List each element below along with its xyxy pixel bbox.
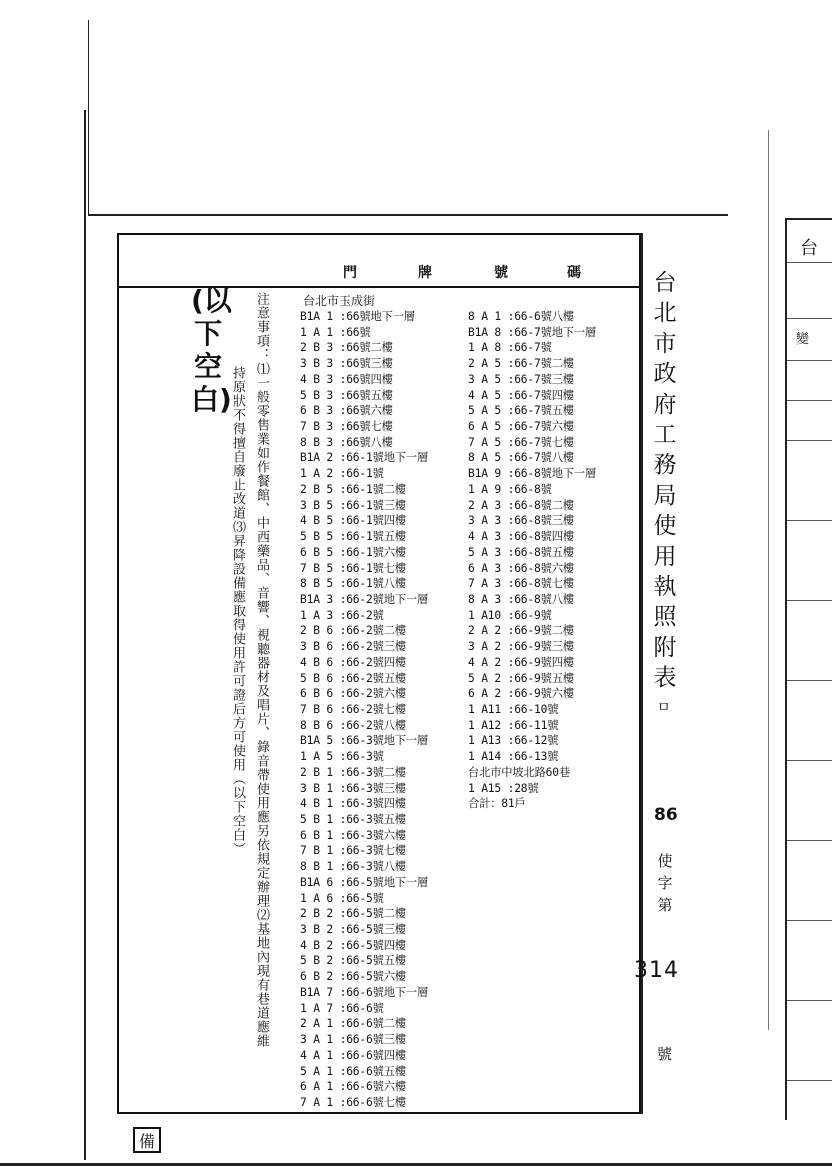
address-row: 1 A 6 :66-5號 bbox=[300, 891, 384, 905]
page-edge-bottom bbox=[0, 1163, 832, 1166]
page-fold-right bbox=[768, 130, 769, 1030]
address-row: 合計：81戶 bbox=[468, 797, 526, 811]
header-char-plate: 牌 bbox=[418, 265, 432, 281]
adjacent-rule bbox=[787, 840, 832, 841]
notes-column-1: 注意事項：⑴一般零售業如作餐館、中西藥品、音響、視聽器材及唱片、錄音帶使用應另依規定辦理⑵基地內現有巷道應維 bbox=[254, 292, 269, 1048]
address-row: 3 B 6 :66-2號三樓 bbox=[300, 640, 406, 654]
page-edge-left-top bbox=[88, 20, 89, 215]
address-row: 1 A 1 :66號 bbox=[300, 325, 371, 339]
address-row: 2 B 1 :66-3號二樓 bbox=[300, 765, 406, 779]
address-row: 5 A 2 :66-9號五樓 bbox=[468, 671, 574, 685]
address-row: 台北市中坡北路60巷 bbox=[468, 765, 570, 779]
address-row: 6 A 5 :66-7號六樓 bbox=[468, 420, 574, 434]
header-char-code: 碼 bbox=[567, 265, 581, 281]
address-row: 3 B 3 :66號三樓 bbox=[300, 357, 393, 371]
address-row: 4 B 6 :66-2號四樓 bbox=[300, 655, 406, 669]
address-row: 6 B 1 :66-3號六樓 bbox=[300, 828, 406, 842]
address-row: B1A 2 :66-1號地下一層 bbox=[300, 451, 429, 465]
address-row: 3 B 5 :66-1號三樓 bbox=[300, 498, 406, 512]
address-row: 4 B 2 :66-5號四樓 bbox=[300, 938, 406, 952]
address-row: 7 A 3 :66-8號七樓 bbox=[468, 577, 574, 591]
address-row: 7 B 1 :66-3號七樓 bbox=[300, 844, 406, 858]
address-row: 8 A 3 :66-8號八樓 bbox=[468, 592, 574, 606]
address-row: 4 A 2 :66-9號四樓 bbox=[468, 655, 574, 669]
adjacent-rule bbox=[787, 318, 832, 319]
address-row: B1A 9 :66-8號地下一層 bbox=[468, 467, 597, 481]
address-row: B1A 3 :66-2號地下一層 bbox=[300, 592, 429, 606]
address-row: 1 A12 :66-11號 bbox=[468, 718, 559, 732]
page-edge-top bbox=[88, 214, 728, 216]
address-row: 4 A 3 :66-8號四樓 bbox=[468, 530, 574, 544]
address-row: 1 A13 :66-12號 bbox=[468, 734, 559, 748]
address-row: 3 A 3 :66-8號三樓 bbox=[468, 514, 574, 528]
header-char-door: 門 bbox=[343, 265, 357, 281]
address-row: 2 B 5 :66-1號二樓 bbox=[300, 482, 406, 496]
address-row: 1 A 9 :66-8號 bbox=[468, 482, 552, 496]
address-row: B1A 7 :66-6號地下一層 bbox=[300, 985, 429, 999]
address-row: 3 A 1 :66-6號三樓 bbox=[300, 1033, 406, 1047]
adjacent-rule bbox=[787, 360, 832, 361]
license-suffix: 號 bbox=[657, 1045, 673, 1063]
address-row: 8 B 6 :66-2號八樓 bbox=[300, 718, 406, 732]
page-edge-left bbox=[84, 110, 86, 1160]
address-row: 3 B 1 :66-3號三樓 bbox=[300, 781, 406, 795]
address-row: 2 B 2 :66-5號二樓 bbox=[300, 907, 406, 921]
address-row: 6 A 2 :66-9號六樓 bbox=[468, 687, 574, 701]
address-row: 1 A14 :66-13號 bbox=[468, 750, 559, 764]
adjacent-rule bbox=[787, 1000, 832, 1001]
address-row: 8 B 1 :66-3號八樓 bbox=[300, 860, 406, 874]
address-row: 5 A 5 :66-7號五樓 bbox=[468, 404, 574, 418]
address-row: 6 B 6 :66-2號六樓 bbox=[300, 687, 406, 701]
adjacent-rule bbox=[787, 262, 832, 263]
address-row: 7 B 6 :66-2號七樓 bbox=[300, 702, 406, 716]
address-row: 3 A 2 :66-9號三樓 bbox=[468, 640, 574, 654]
address-row: 2 A 5 :66-7號二樓 bbox=[468, 357, 574, 371]
address-row: 2 B 6 :66-2號二樓 bbox=[300, 624, 406, 638]
address-row: 8 A 1 :66-6號八樓 bbox=[468, 310, 574, 323]
address-row: 2 B 3 :66號二樓 bbox=[300, 341, 393, 355]
form-title: 台北市政府工務局使用執照附表 bbox=[653, 270, 677, 692]
address-row: 8 B 3 :66號八樓 bbox=[300, 435, 393, 449]
address-row: B1A 5 :66-3號地下一層 bbox=[300, 734, 429, 748]
address-row: 1 A11 :66-10號 bbox=[468, 702, 559, 716]
address-row: 1 A 7 :66-6號 bbox=[300, 1001, 384, 1015]
address-row: 7 A 5 :66-7號七樓 bbox=[468, 435, 574, 449]
address-row: 1 A 5 :66-3號 bbox=[300, 750, 384, 764]
address-row: 6 B 5 :66-1號六樓 bbox=[300, 545, 406, 559]
adjacent-page-char-1: 台 bbox=[800, 238, 818, 259]
address-row: 5 B 2 :66-5號五樓 bbox=[300, 954, 406, 968]
address-row: 7 A 1 :66-6號七樓 bbox=[300, 1095, 406, 1109]
address-row: 4 B 3 :66號四樓 bbox=[300, 372, 393, 386]
adjacent-rule bbox=[787, 600, 832, 601]
address-row: 6 B 2 :66-5號六樓 bbox=[300, 970, 406, 984]
header-char-number: 號 bbox=[494, 265, 508, 281]
address-row: 1 A 8 :66-7號 bbox=[468, 341, 552, 355]
address-row: 6 A 1 :66-6號六樓 bbox=[300, 1080, 406, 1094]
adjacent-page-frame bbox=[785, 218, 832, 1120]
title-marker: ㅁ bbox=[657, 700, 671, 716]
address-row: 5 B 6 :66-2號五樓 bbox=[300, 671, 406, 685]
address-row: 4 A 5 :66-7號四樓 bbox=[468, 388, 574, 402]
license-number: 314 bbox=[634, 958, 679, 983]
street-heading: 台北市玉成街 bbox=[303, 294, 376, 308]
adjacent-rule bbox=[787, 400, 832, 401]
address-list-1 bbox=[300, 309, 428, 1111]
address-row: 8 A 5 :66-7號八樓 bbox=[468, 451, 574, 465]
license-type: 使字第 bbox=[657, 852, 673, 914]
address-row: 5 B 1 :66-3號五樓 bbox=[300, 813, 406, 826]
address-row: 4 B 5 :66-1號四樓 bbox=[300, 514, 406, 528]
adjacent-rule bbox=[787, 920, 832, 921]
adjacent-rule bbox=[787, 760, 832, 761]
adjacent-rule bbox=[787, 440, 832, 441]
adjacent-rule bbox=[787, 1080, 832, 1081]
remark-stamp: 備 bbox=[133, 1127, 161, 1153]
address-row: 6 A 3 :66-8號六樓 bbox=[468, 561, 574, 575]
adjacent-rule bbox=[787, 680, 832, 681]
address-row: B1A 6 :66-5號地下一層 bbox=[300, 875, 429, 889]
address-row: 3 B 2 :66-5號三樓 bbox=[300, 923, 406, 937]
notes-column-2: 持原狀不得擅自廢止改道⑶昇降設備應取得使用許可證后方可使用（以下空白） bbox=[230, 366, 245, 856]
address-row: 1 A10 :66-9號 bbox=[468, 608, 552, 622]
address-row: 1 A 2 :66-1號 bbox=[300, 467, 384, 481]
address-row: 4 A 1 :66-6號四樓 bbox=[300, 1048, 406, 1062]
adjacent-page-char-2: 變 bbox=[796, 332, 810, 347]
address-row: 7 B 5 :66-1號七樓 bbox=[300, 561, 406, 575]
address-list-2 bbox=[468, 309, 596, 812]
address-row: 5 B 5 :66-1號五樓 bbox=[300, 530, 406, 544]
address-row: 5 A 3 :66-8號五樓 bbox=[468, 545, 574, 559]
below-blank-mark: (以下空白) bbox=[191, 284, 232, 416]
adjacent-rule bbox=[787, 520, 832, 521]
address-row: B1A 8 :66-7號地下一層 bbox=[468, 325, 597, 339]
address-row: 2 A 2 :66-9號二樓 bbox=[468, 624, 574, 638]
address-row: B1A 1 :66號地下一層 bbox=[300, 310, 415, 323]
address-row: 2 A 3 :66-8號二樓 bbox=[468, 498, 574, 512]
address-row: 3 A 5 :66-7號三樓 bbox=[468, 372, 574, 386]
address-row: 7 B 3 :66號七樓 bbox=[300, 420, 393, 434]
address-row: 6 B 3 :66號六樓 bbox=[300, 404, 393, 418]
address-row: 5 B 3 :66號五樓 bbox=[300, 388, 393, 402]
address-row: 1 A 3 :66-2號 bbox=[300, 608, 384, 622]
address-row: 1 A15 :28號 bbox=[468, 781, 539, 795]
address-row: 4 B 1 :66-3號四樓 bbox=[300, 797, 406, 811]
address-row: 5 A 1 :66-6號五樓 bbox=[300, 1064, 406, 1078]
address-row: 2 A 1 :66-6號二樓 bbox=[300, 1017, 406, 1031]
license-year: 86 bbox=[654, 805, 678, 825]
address-row: 8 B 5 :66-1號八樓 bbox=[300, 577, 406, 591]
